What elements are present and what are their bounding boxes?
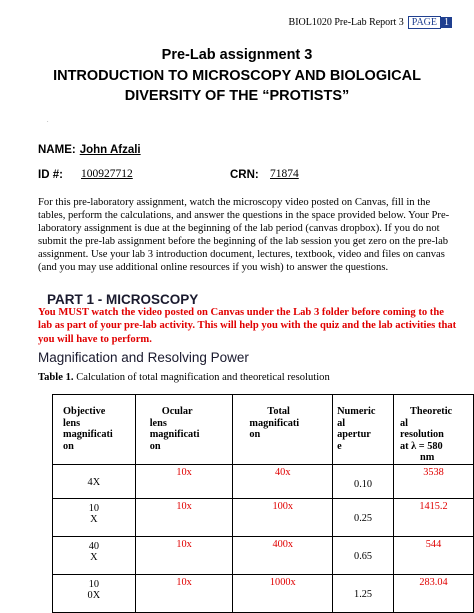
cell-resolution: 544 [394,536,474,574]
header-aperture: Numeric al apertur e [333,395,394,465]
table-row [53,574,474,612]
cell-ocular: 10x [135,536,233,574]
video-instruction-note: You MUST watch the video posted on Canvas under the Lab 3 folder before coming to the lab as part of your pre-lab activity. This will help you with the quiz and the lab activities that you will have to perform. [38,307,457,345]
table-caption-label: Table 1. [38,372,74,383]
table-row [53,498,474,536]
cell-aperture: 0.10 [333,464,394,498]
cell-ocular: 10x [135,464,233,498]
title-line-3: DIVERSITY OF THE “PROTISTS” [124,88,350,104]
header-objective: Objective lens magnificati on [53,395,136,465]
intro-paragraph: For this pre-laboratory assignment, watch the microscopy video posted on Canvas, fill in the tables, perform the calculations, and answer the questions in the space provided below. Your Pre-laboratory assignment is due at the beginning of the lab period (canvas dropbox). If you do not submit the pre-lab assignment before the beginning of the lab session you get zero on the pre-lab assignment. Use your lab 3 introduction document, lectures, textbook, video and files on canvas (and you may use additional online resources if you wish) to answer the questions. [38,197,450,274]
cell-objective: 10 X [53,498,136,536]
part1-heading: PART 1 - MICROSCOPY [47,292,199,307]
table-row [53,464,474,498]
name-value: John Afzali [79,144,141,156]
header-ocular: Ocular lens magnificati on [135,395,233,465]
name-label: NAME: [38,144,76,156]
cell-total: 40x [233,464,333,498]
header-text: BIOL1020 Pre-Lab Report 3 [288,17,404,28]
cell-objective: 40 X [53,536,136,574]
cell-total: 400x [233,536,333,574]
title-line-1: Pre-Lab assignment 3 [161,47,313,63]
crn-value: 71874 [270,168,299,180]
cell-aperture: 0.65 [333,536,394,574]
stray-marker: . [47,118,49,124]
header-resolution: Theoretic al resolution at λ = 580 nm [394,395,474,465]
crn-label: CRN: [230,169,259,181]
cell-total: 100x [233,498,333,536]
cell-ocular: 10x [135,498,233,536]
cell-objective: 4X [53,464,136,498]
header-total: Total magnificati on [233,395,333,465]
page-label-badge: PAGE [408,16,441,29]
page-header [289,16,452,29]
cell-ocular: 10x [135,574,233,612]
id-value: 100927712 [81,168,133,180]
table-caption [38,372,330,383]
cell-resolution: 3538 [394,464,474,498]
cell-objective: 10 0X [53,574,136,612]
title-line-2: INTRODUCTION TO MICROSCOPY AND BIOLOGICAL [53,68,421,84]
section-heading: Magnification and Resolving Power [38,350,249,365]
name-field [38,140,141,158]
page-number: 1 [441,17,452,28]
cell-resolution: 283.04 [394,574,474,612]
table-caption-text: Calculation of total magnification and theoretical resolution [76,372,330,383]
table-row [53,536,474,574]
cell-aperture: 0.25 [333,498,394,536]
magnification-table [52,394,474,613]
cell-total: 1000x [233,574,333,612]
cell-aperture: 1.25 [333,574,394,612]
cell-resolution: 1415.2 [394,498,474,536]
table-header-row [53,395,474,465]
id-label: ID #: [38,169,63,181]
